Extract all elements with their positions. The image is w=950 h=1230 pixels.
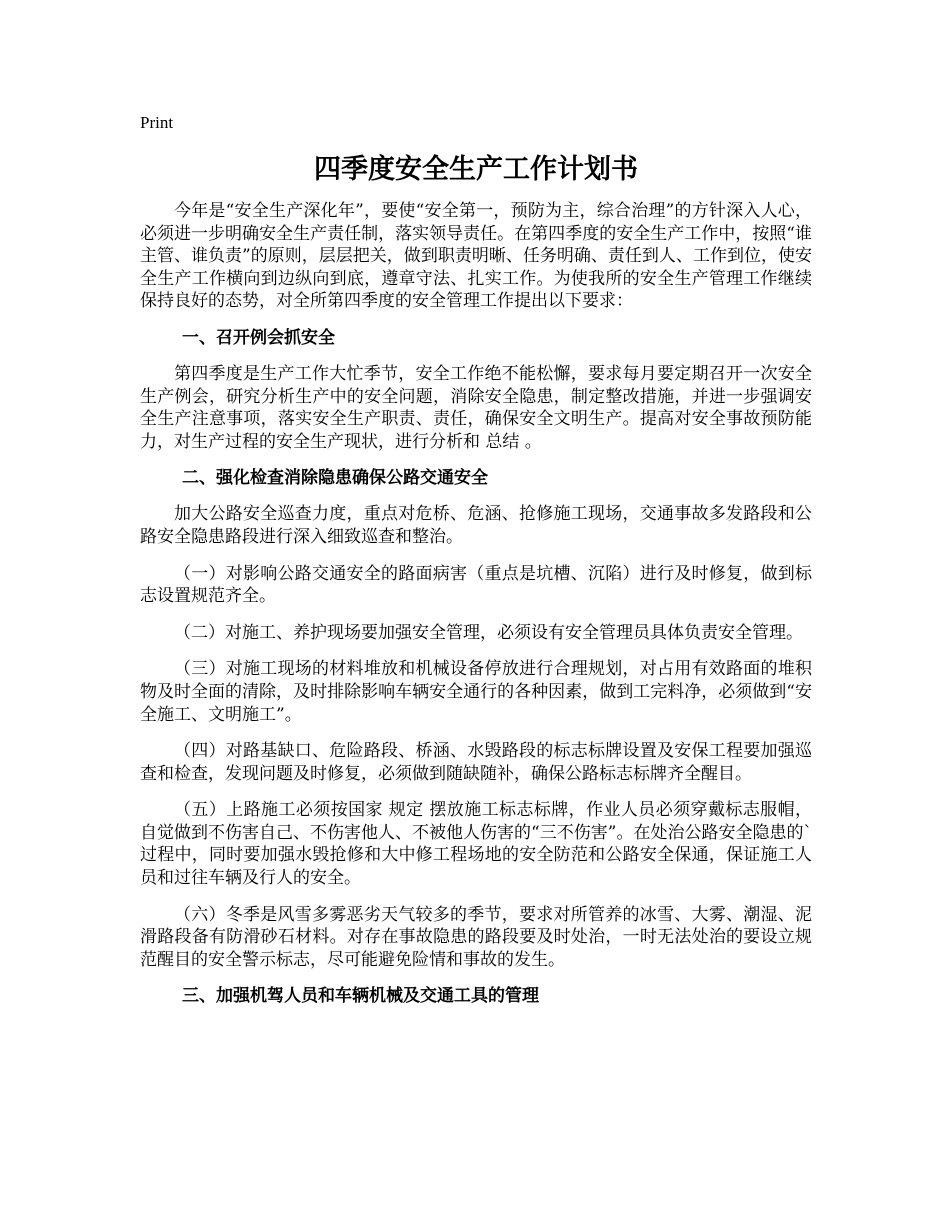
section-2-item-1: （一）对影响公路交通安全的路面病害（重点是坑槽、沉陷）进行及时修复，做到标志设置规范齐全。	[140, 563, 812, 607]
section-2-item-4: （四）对路基缺口、危险路段、桥涵、水毁路段的标志标牌设置及安保工程要加强巡查和检查，发现问题及时修复，必须做到随缺随补，确保公路标志标牌齐全醒目。	[140, 741, 812, 784]
section-2-item-3: （三）对施工现场的材料堆放和机械设备停放进行合理规划，对占用有效路面的堆积物及时全面的清除，及时排除影响车辆安全通行的各种因素，做到工完料净，必须做到“安全施工、文明施工”。	[140, 659, 812, 725]
section-2-item-5: （五）上路施工必须按国家 规定 摆放施工标志标牌，作业人员必须穿戴标志服帽，自觉做到不伤害自己、不伤害他人、不被他人伤害的“三不伤害”。在处治公路安全隐患的`过程中，同时要加强水毁抢修和大中修工程场地的安全防范和公路安全保通，保证施工人员和过往车辆及行人的安全。	[140, 800, 812, 889]
section-2-paragraph: 加大公路安全巡查力度，重点对危桥、危涵、抢修施工现场，交通事故多发路段和公路安全隐患路段进行深入细致巡查和整治。	[140, 504, 812, 547]
section-2-item-6: （六）冬季是风雪多雾恶劣天气较多的季节，要求对所管养的冰雪、大雾、潮湿、泥滑路段备有防滑砂石材料。对存在事故隐患的路段要及时处治，一时无法处治的要设立规范醒目的安全警示标志，尽可能避免险情和事故的发生。	[140, 904, 812, 970]
section-heading-2: 二、强化检查消除隐患确保公路交通安全	[182, 468, 488, 489]
intro-paragraph: 今年是“安全生产深化年”，要使“安全第一，预防为主，综合治理”的方针深入人心，必须进一步明确安全生产责任制，落实领导责任。在第四季度的安全生产工作中，按照“谁主管、谁负责”的原则，层层把关，做到职责明晰、任务明确、责任到人、工作到位，使安全生产工作横向到边纵向到底，遵章守法、扎实工作。为使我所的安全生产管理工作继续保持良好的态势，对全所第四季度的安全管理工作提出以下要求：	[140, 201, 812, 312]
section-heading-3: 三、加强机驾人员和车辆机械及交通工具的管理	[182, 986, 539, 1007]
section-heading-1: 一、召开例会抓安全	[182, 327, 335, 348]
page-title: 四季度安全生产工作计划书	[314, 154, 638, 185]
print-label: Print	[140, 113, 174, 132]
section-1-paragraph: 第四季度是生产工作大忙季节，安全工作绝不能松懈，要求每月要定期召开一次安全生产例会，研究分析生产中的安全问题，消除安全隐患，制定整改措施，并进一步强调安全生产注意事项，落实安全生产职责、责任，确保安全文明生产。提高对安全事故预防能力，对生产过程的安全生产现状，进行分析和 总结 。	[140, 363, 812, 452]
document-page	[140, 112, 812, 1021]
section-2-item-2: （二）对施工、养护现场要加强安全管理，必须设有安全管理员具体负责安全管理。	[174, 622, 803, 643]
